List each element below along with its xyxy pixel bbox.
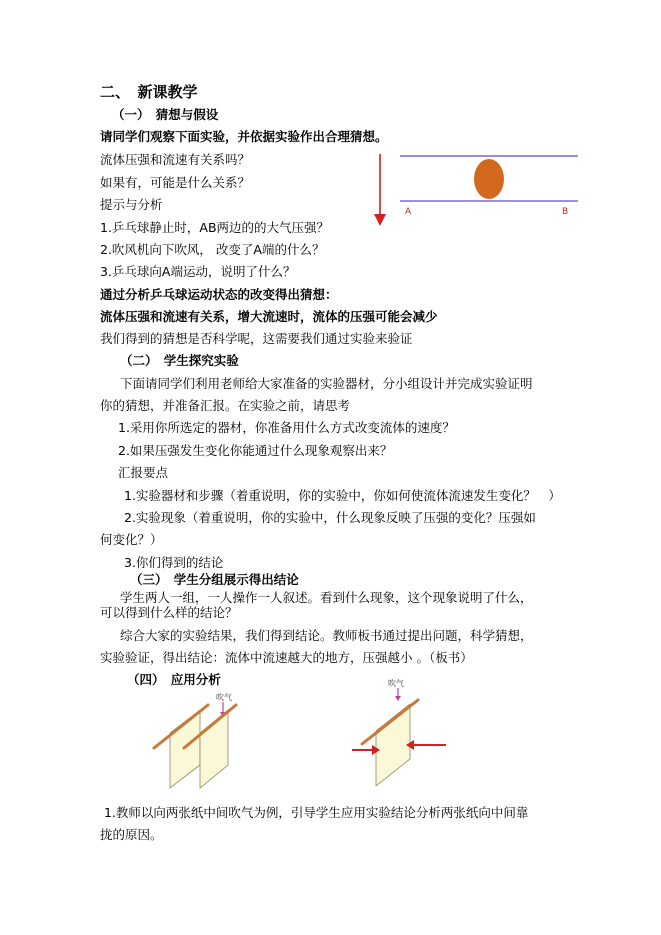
hint-2: 2.吹风机向下吹风， 改变了A端的什么？	[100, 242, 325, 257]
report-3: 3.你们得到的结论	[124, 555, 224, 570]
analysis-heading: 通过分析乒乓球运动状态的改变得出猜想：	[100, 287, 338, 302]
question-1: 流体压强和流速有关系吗？	[100, 152, 251, 167]
airflow-arrowhead	[374, 214, 386, 226]
report-title: 汇报要点	[118, 465, 169, 480]
think-1: 1.采用你所选定的器材，你准备用什么方式改变流体的速度？	[118, 420, 455, 435]
hint-1: 1.乒乓球静止时，AB两边的的大气压强？	[100, 220, 330, 235]
report-2-line2: 何变化？）	[100, 532, 163, 547]
paper-pressure-figure	[350, 674, 452, 786]
p3-line1: 学生两人一组，一人操作一人叙述。看到什么现象，这个现象说明了什么，	[120, 590, 533, 605]
conjecture: 流体压强和流速有关系，增大流速时，流体的压强可能会减少	[100, 309, 438, 324]
report-1: 1.实验器材和步骤（着重说明，你的实验中，你如何使流体流速发生变化？ ）	[124, 488, 561, 503]
blow-label-left: 吹气	[216, 693, 232, 702]
section-title: 二、 新课教学	[100, 83, 198, 101]
subsection-title-4: （四） 应用分析	[127, 672, 221, 687]
two-paper-figure	[148, 688, 253, 790]
paper-single	[376, 704, 410, 786]
ping-pong-ball	[474, 159, 504, 199]
hint-title: 提示与分析	[100, 197, 163, 212]
point-a-label: A	[405, 207, 412, 217]
think-2: 2.如果压强发生变化你能通过什么现象观察出来？	[118, 443, 393, 458]
ping-pong-figure	[370, 148, 585, 230]
point-b-label: B	[562, 207, 569, 217]
hint-3: 3.乒乓球向A端运动，说明了什么？	[100, 264, 296, 279]
question-2: 如果有，可能是什么关系？	[100, 175, 251, 190]
final-line1: 1.教师以向两张纸中间吹气为例，引导学生应用实验结论分析两张纸向中间靠	[104, 805, 529, 820]
report-2-line1: 2.实验现象（着重说明，你的实验中，什么现象反映了压强的变化？压强如	[124, 510, 536, 525]
p2-line2: 你的猜想，并准备汇报。在实验之前，请思考	[100, 398, 351, 413]
subsection-title-1: （一） 猜想与假设	[112, 107, 219, 122]
p4-line2: 实验验证，得出结论：流体中流速越大的地方，压强越小 。（板书）	[100, 650, 473, 665]
science-question: 我们得到的猜想是否科学呢，这需要我们通过实验来验证	[100, 331, 413, 346]
p2-line1: 下面请同学们利用老师给大家准备的实验器材，分小组设计并完成实验证明	[120, 376, 533, 391]
p3-line2: 可以得到什么样的结论？	[100, 605, 238, 620]
p4-line1: 综合大家的实验结果，我们得到结论。教师板书通过提出问题，科学猜想，	[120, 628, 533, 643]
blow-arrow-right	[395, 696, 401, 701]
blow-label-right: 吹气	[388, 679, 404, 688]
intro-instruction: 请同学们观察下面实验，并依据实验作出合理猜想。	[100, 129, 388, 144]
subsection-title-3: （三） 学生分组展示得出结论	[130, 572, 299, 587]
subsection-title-2: （二） 学生探究实验	[120, 353, 239, 368]
final-line2: 拢的原因。	[100, 827, 163, 842]
